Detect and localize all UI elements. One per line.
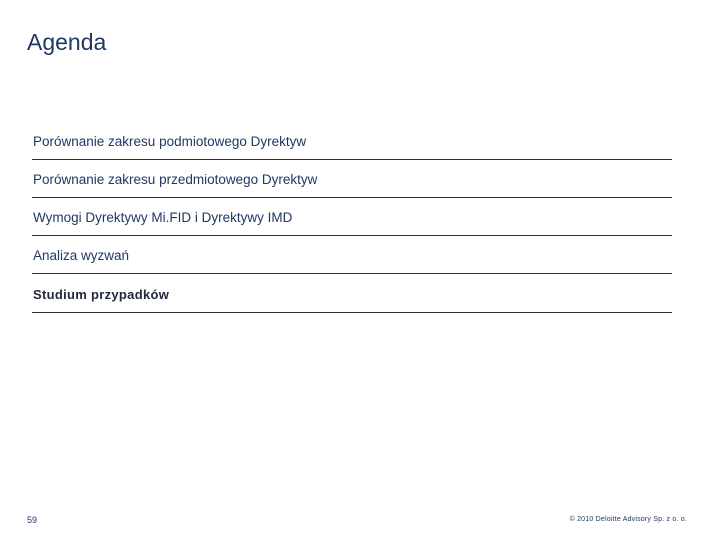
agenda-item-podmiotowy[interactable] — [32, 122, 672, 160]
agenda-item-label: Analiza wyzwań — [33, 248, 130, 264]
agenda-item-studium-active[interactable] — [32, 275, 672, 313]
agenda-item-analiza[interactable] — [32, 237, 672, 275]
agenda-item-label: Studium przypadków — [33, 286, 170, 302]
agenda-item-label: Wymogi Dyrektywy Mi.FID i Dyrektywy IMD — [33, 210, 293, 226]
copyright-notice: © 2010 Deloitte Advisory Sp. z o. o. — [569, 516, 687, 523]
page-title: Agenda — [27, 29, 107, 55]
agenda-item-przedmiotowy[interactable] — [32, 160, 672, 198]
agenda-item-label: Porównanie zakresu przedmiotowego Dyrektyw — [33, 171, 318, 187]
agenda-item-label: Porównanie zakresu podmiotowego Dyrektyw — [33, 133, 307, 149]
agenda-item-wymogi[interactable] — [32, 199, 672, 237]
page-number: 59 — [27, 515, 38, 525]
agenda-list — [32, 122, 672, 313]
